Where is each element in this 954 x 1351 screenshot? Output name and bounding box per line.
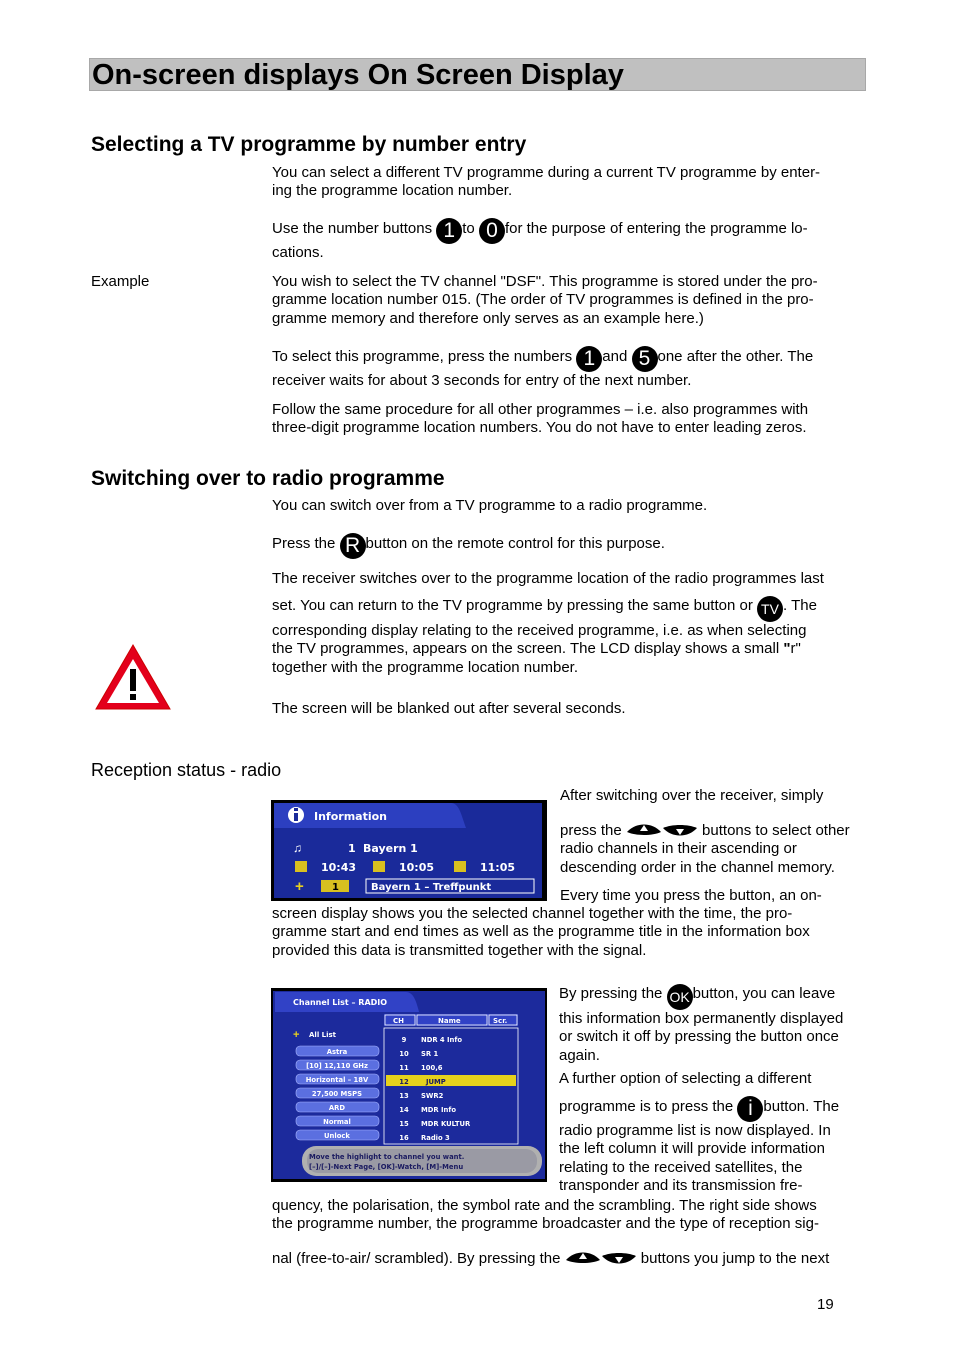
clock-icon bbox=[373, 861, 385, 872]
channel-number: 15 bbox=[399, 1120, 409, 1128]
osd-time-start: 10:05 bbox=[399, 861, 435, 874]
osd-badge: 1 bbox=[332, 882, 339, 893]
left-info-item: Astra bbox=[326, 1048, 348, 1056]
plus-icon: + bbox=[295, 878, 304, 895]
channel-number: 10 bbox=[399, 1050, 409, 1058]
paragraph: To select this programme, press the numbers 1 and 5 one after the other. The receiver waits for about 3 seconds for entry of the next number. bbox=[272, 347, 814, 389]
channel-name: MDR KULTUR bbox=[421, 1120, 471, 1128]
col-name-header: Name bbox=[438, 1017, 461, 1025]
osd-list-title: Channel List – RADIO bbox=[293, 998, 388, 1007]
osd-info-title: Information bbox=[314, 810, 387, 823]
radio-r-button-icon: R bbox=[340, 533, 366, 559]
col-scr-header: Scr. bbox=[493, 1017, 508, 1025]
osd-time-now: 10:43 bbox=[321, 861, 357, 874]
left-info-item: Unlock bbox=[324, 1132, 350, 1140]
paragraph: set. You can return to the TV programme by pressing the same button or TV . The corresponding display relating to the received programme, i.e. as when selecting the TV programmes, appears on the screen. The LCD display shows a small "r" together with the programme location number. bbox=[272, 597, 817, 676]
channel-name: MDR Info bbox=[421, 1106, 456, 1114]
col-ch-header: CH bbox=[393, 1017, 404, 1025]
paragraph: You can select a different TV programme during a current TV programme by enter- ing the programme location number. bbox=[272, 164, 821, 200]
warning-icon bbox=[93, 642, 173, 712]
osd-help-line2: [–]/[–]-Next Page, [OK]-Watch, [M]-Menu bbox=[309, 1163, 464, 1171]
osd-channel-list-screenshot bbox=[271, 988, 547, 1182]
paragraph: quency, the polarisation, the symbol rate and the scrambling. The right side shows the programme number, the programme broadcaster and the type of reception sig- bbox=[272, 1197, 819, 1233]
section-heading-radio: Switching over to radio programme bbox=[91, 467, 445, 490]
osd-programme-title: Bayern 1 – Treffpunkt bbox=[371, 882, 492, 893]
osd-channel-num: 1 bbox=[348, 842, 356, 855]
osd-information-screenshot bbox=[271, 800, 547, 901]
channel-name: JUMP bbox=[426, 1078, 446, 1086]
paragraph: The receiver switches over to the programme location of the radio programmes last bbox=[272, 570, 824, 587]
osd-all-list: All List bbox=[309, 1031, 337, 1039]
paragraph: By pressing the OK button, you can leave this information box permanently displayed or switch it off by pressing the button once again. bbox=[559, 985, 844, 1064]
channel-name: 100,6 bbox=[421, 1064, 443, 1072]
osd-channel-name: Bayern 1 bbox=[363, 842, 418, 855]
left-info-item: Horizontal – 18V bbox=[305, 1076, 369, 1084]
channel-name: Radio 3 bbox=[421, 1134, 450, 1142]
left-info-item: 27,500 MSPS bbox=[311, 1090, 363, 1098]
paragraph: press the buttons to select other radio channels in their ascending or descending order in the channel memory. bbox=[560, 822, 850, 876]
channel-number: 14 bbox=[399, 1106, 409, 1114]
up-down-arrow-buttons-icon bbox=[565, 1251, 637, 1265]
paragraph: After switching over the receiver, simply bbox=[560, 787, 824, 804]
channel-number: 13 bbox=[399, 1092, 409, 1100]
channel-name: NDR 4 Info bbox=[421, 1036, 463, 1044]
music-note-icon: ♫ bbox=[293, 841, 302, 855]
paragraph: You can switch over from a TV programme to a radio programme. bbox=[272, 497, 708, 514]
number-1-button-icon: 1 bbox=[436, 218, 462, 244]
left-info-item: [10] 12,110 GHz bbox=[306, 1062, 368, 1070]
paragraph: The screen will be blanked out after several seconds. bbox=[272, 700, 626, 717]
left-info-item: Normal bbox=[323, 1118, 351, 1126]
paragraph: Press the R button on the remote control for this purpose. bbox=[272, 534, 665, 557]
info-i-button-icon: i bbox=[737, 1096, 763, 1122]
paragraph: You wish to select the TV channel "DSF". This programme is stored under the pro- gramme location number 015. (The order of TV programmes is defined in the pro- gramme memory and therefore only serves as an example here.) bbox=[272, 273, 818, 327]
up-down-arrow-buttons-icon bbox=[626, 823, 698, 837]
tv-button-icon: TV bbox=[757, 596, 783, 622]
page-number: 19 bbox=[817, 1296, 834, 1313]
page-header: On-screen displays On Screen Display bbox=[89, 58, 866, 91]
clock-icon bbox=[454, 861, 466, 872]
number-1-button-icon: 1 bbox=[576, 346, 602, 372]
osd-time-end: 11:05 bbox=[480, 861, 516, 874]
number-5-button-icon: 5 bbox=[632, 346, 658, 372]
number-0-button-icon: 0 bbox=[479, 218, 505, 244]
paragraph: A further option of selecting a different bbox=[559, 1070, 812, 1087]
left-info-item: ARD bbox=[328, 1104, 346, 1112]
plus-icon: + bbox=[293, 1029, 300, 1041]
paragraph: Every time you press the button, an on- bbox=[560, 887, 822, 904]
paragraph: Use the number buttons 1 to 0 for the purpose of entering the programme lo- cations. bbox=[272, 219, 808, 261]
channel-name: SWR2 bbox=[421, 1092, 444, 1100]
channel-number: 12 bbox=[399, 1078, 409, 1086]
ok-button-icon: OK bbox=[667, 984, 693, 1010]
paragraph: screen display shows you the selected channel together with the time, the pro- gramme start and end times as well as the programme title in the information box provided this data is transmitted together with the signal. bbox=[272, 905, 810, 959]
paragraph: programme is to press the i button. The radio programme list is now displayed. In the left column it will provide information relating to the received satellites, the transponder and its transmission fre- bbox=[559, 1097, 840, 1194]
section-heading-reception-status: Reception status - radio bbox=[91, 760, 282, 780]
paragraph: Follow the same procedure for all other programmes – i.e. also programmes with three-digit programme location numbers. You do not have to enter leading zeros. bbox=[272, 401, 809, 437]
example-label: Example bbox=[91, 273, 150, 290]
channel-name: SR 1 bbox=[421, 1050, 439, 1058]
channel-number: 16 bbox=[399, 1134, 409, 1142]
paragraph: nal (free-to-air/ scrambled). By pressing the buttons you jump to the next bbox=[272, 1250, 830, 1267]
osd-help-line1: Move the highlight to channel you want. bbox=[309, 1153, 465, 1161]
channel-number: 9 bbox=[401, 1036, 407, 1044]
section-heading-number-entry: Selecting a TV programme by number entry bbox=[91, 133, 527, 156]
clock-icon bbox=[295, 861, 307, 872]
channel-number: 11 bbox=[399, 1064, 409, 1072]
